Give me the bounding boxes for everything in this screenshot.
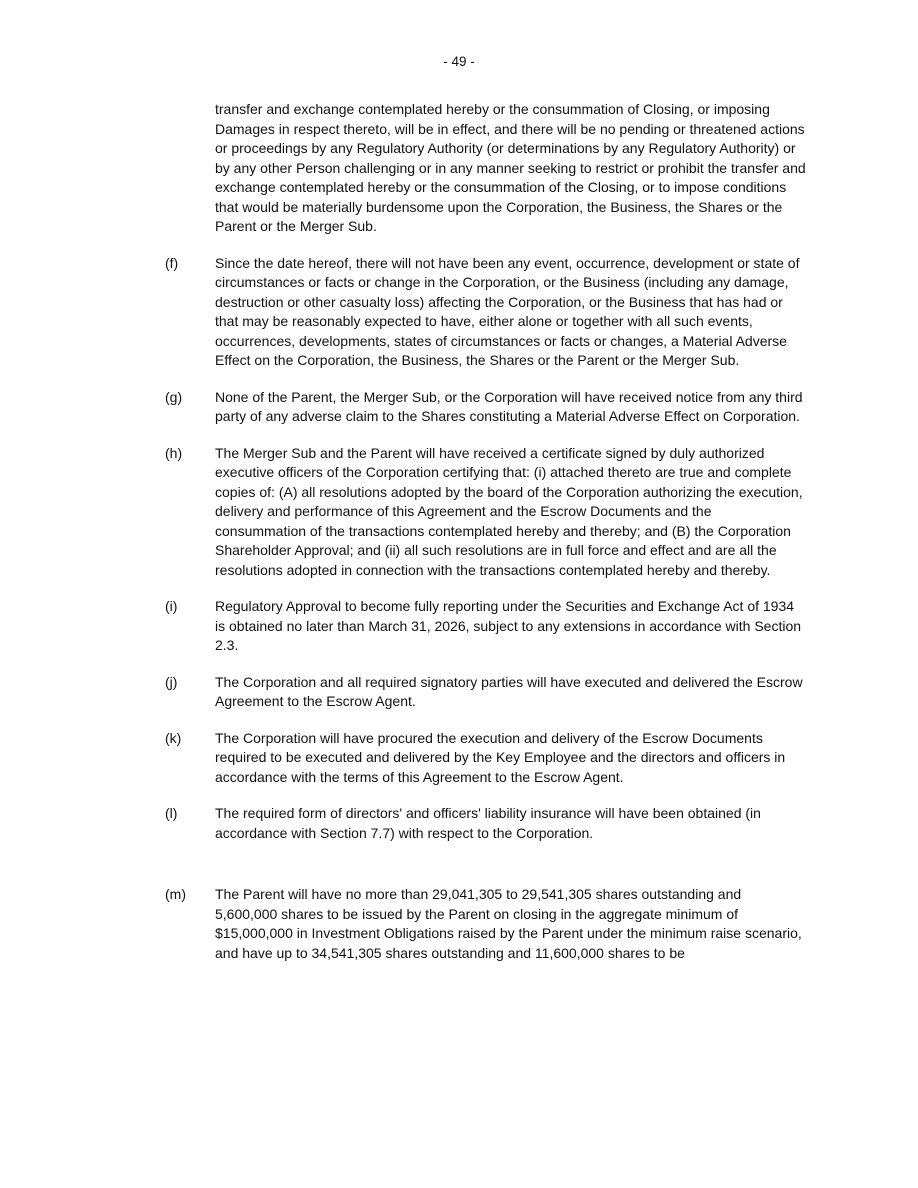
clause-label: (g) — [165, 388, 183, 405]
clause-item-f — [165, 254, 806, 371]
continuation-paragraph: transfer and exchange contemplated hereby or the consummation of Closing, or imposing Damages in respect thereto, will be in effect, and there will be no pending or threatened actions or proceedings by any Regulatory Authority (or determinations by any Regulatory Authority) or by any other Person challenging or in any manner seeking to restrict or prohibit the transfer and exchange contemplated hereby or the consummation of the Closing, or to impose conditions that would be materially burdensome upon the Corporation, the Business, the Shares or the Parent or the Merger Sub. — [215, 101, 806, 234]
clause-text: Regulatory Approval to become fully reporting under the Securities and Exchange Act of 1934 is obtained no later than March 31, 2026, subject to any extensions in accordance with Section 2.3. — [215, 598, 802, 653]
clause-text: None of the Parent, the Merger Sub, or the Corporation will have received notice from any third party of any adverse claim to the Shares constituting a Material Adverse Effect on Corporation. — [215, 388, 803, 424]
clause-item-g — [165, 388, 806, 427]
clause-text: The Corporation will have procured the execution and delivery of the Escrow Documents required to be executed and delivered by the Key Employee and the directors and officers in accordance with the terms of this Agreement to the Escrow Agent. — [215, 729, 786, 785]
clause-item-m — [165, 885, 806, 963]
clause-label: (l) — [165, 805, 178, 821]
clause-label: (f) — [165, 254, 179, 271]
clause-item-j — [165, 673, 806, 712]
clause-item-h — [165, 444, 806, 581]
clause-label: (h) — [165, 444, 183, 461]
clause-text: The required form of directors' and officers' liability insurance will have been obtained (in accordance with Section 7.7) with respect to the Corporation. — [215, 805, 761, 841]
page-number: - 49 - — [443, 54, 475, 69]
page-content — [165, 100, 806, 980]
clause-text: The Corporation and all required signatory parties will have executed and delivered the Escrow Agreement to the Escrow Agent. — [215, 673, 803, 709]
clause-text: The Merger Sub and the Parent will have received a certificate signed by duly authorized executive officers of the Corporation certifying that: (i) attached thereto are true and complete copies of: (A) all resolutions adopted by the board of the Corporation authorizing the execution, delivery and performance of this Agreement and the Escrow Documents and the consummation of the transactions contemplated hereby and thereby; and (B) the Corporation Shareholder Approval; and (ii) all such resolutions are in full force and effect and are all the resolutions adopted in connection with the transactions contemplated hereby and thereby. — [215, 444, 803, 578]
clause-label: (j) — [165, 673, 178, 690]
clause-label: (i) — [165, 598, 178, 614]
clause-text: Since the date hereof, there will not have been any event, occurrence, development or state of circumstances or facts or change in the Corporation, or the Business (including any damage, destruction or other casualty loss) affecting the Corporation, or the Business that has had or that may be reasonably expected to have, either alone or together with all such events, occurrences, developments, states of circumstances or facts or changes, a Material Adverse Effect on the Corporation, the Business, the Shares or the Parent or the Merger Sub. — [215, 254, 800, 368]
clause-item-k — [165, 729, 806, 788]
clause-item-l — [165, 804, 806, 843]
clause-label: (m) — [165, 886, 186, 902]
clause-label: (k) — [165, 729, 182, 746]
clause-text: The Parent will have no more than 29,041,305 to 29,541,305 shares outstanding and 5,600,000 shares to be issued by the Parent on closing in the aggregate minimum of $15,000,000 in Investment Obligations raised by the Parent under the minimum raise scenario, and have up to 34,541,305 shares outstanding and 11,600,000 shares to be — [215, 886, 802, 961]
clause-item-i — [165, 597, 806, 656]
